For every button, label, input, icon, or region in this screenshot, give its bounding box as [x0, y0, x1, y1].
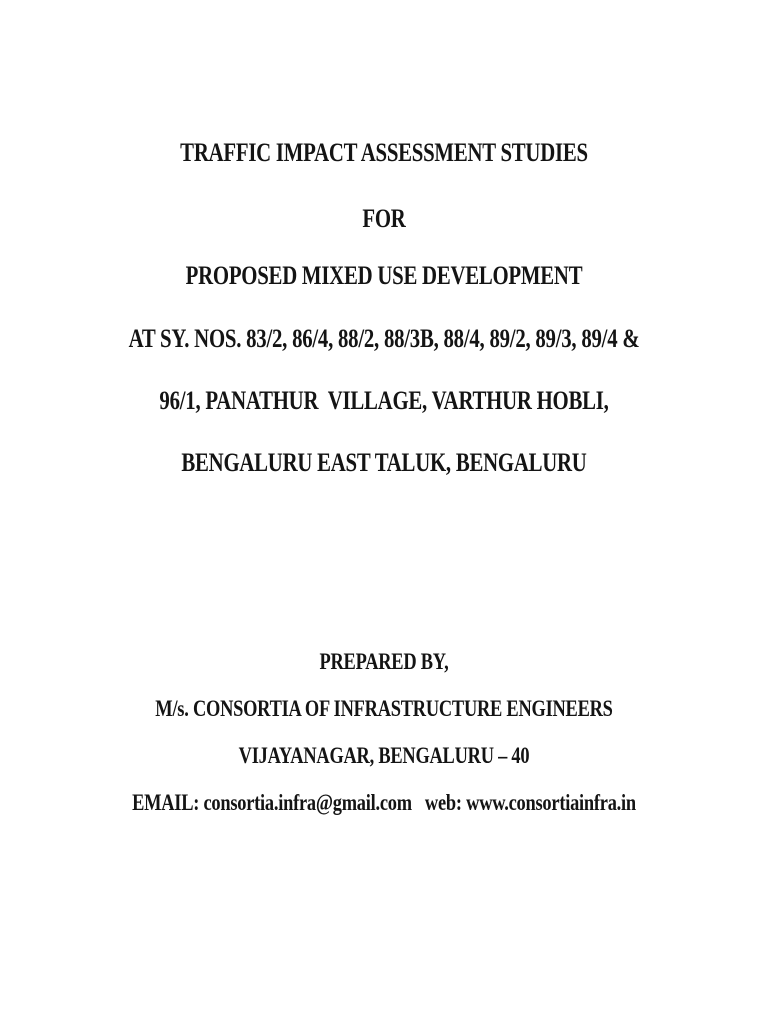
project-name: PROPOSED MIXED USE DEVELOPMENT — [185, 261, 583, 290]
site-location: 96/1, PANATHUR VILLAGE, VARTHUR HOBLI, — [159, 386, 609, 415]
company-address: VIJAYANAGAR, BENGALURU – 40 — [238, 743, 530, 768]
prepared-by-heading: PREPARED BY, — [319, 649, 449, 674]
title-for: FOR — [362, 204, 406, 233]
contact-info: EMAIL: consortia.infra@gmail.com web: www.consortiainfra.in — [132, 790, 636, 815]
company-name: M/s. CONSORTIA OF INFRASTRUCTURE ENGINEERS — [155, 696, 613, 721]
site-taluk: BENGALURU EAST TALUK, BENGALURU — [181, 448, 587, 477]
survey-numbers: AT SY. NOS. 83/2, 86/4, 88/2, 88/3B, 88/4, 89/2, 89/3, 89/4 & — [128, 324, 640, 353]
report-title: TRAFFIC IMPACT ASSESSMENT STUDIES — [180, 138, 588, 167]
